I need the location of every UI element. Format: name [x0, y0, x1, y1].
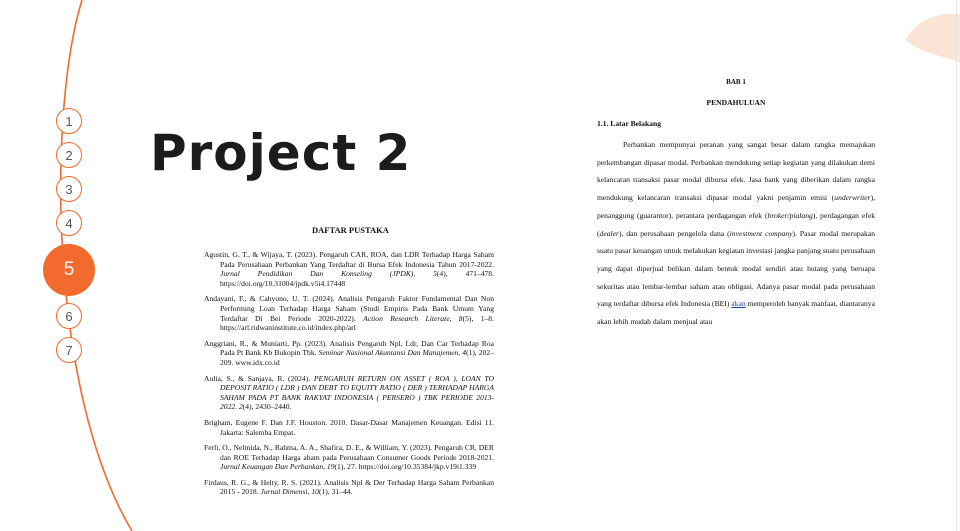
nav-item-1[interactable]: 1 [56, 108, 82, 134]
nav-item-5[interactable]: 5 [43, 244, 95, 296]
reference-entry: Ferli, O., Nelmida, N., Rahma, A. A., Shafira, D. E., & William, Y. (2023). Pengaruh CR, DER dan ROE Terhadap Harga aham pada Perusahaan Consumer Goods Periode 2018-2021. Jurnal Keuangan Dan Perbankan, 19(1), 27. https://doi.org/10.35384/jkp.v19i1.339 [204, 443, 494, 472]
nav-item-2[interactable]: 2 [56, 142, 82, 168]
nav-item-4[interactable]: 4 [56, 210, 82, 236]
reference-entry: Agustin, G. T., & Wijaya, T. (2023). Pengaruh CAR, ROA, dan LDR Terhadap Harga Saham Pada Perusahaan Perbankan Yang Terdaftar di Bursa Efek Indonesia Tahun 2017-2022. Jurnal Pendidikan Dan Konseling (JPDK), 5(4), 471–478. https://doi.org/10.31004/jpdk.v5i4.17448 [204, 250, 494, 288]
inline-link[interactable]: akan [731, 299, 746, 309]
peach-corner-shape [905, 14, 960, 62]
reference-entry: Aulia, S., & Sanjaya, R. (2024). PENGARUH RETURN ON ASSET ( ROA ), LOAN TO DEPOSIT RATIO ( LDR ) DAN DEBT TO EQUITY RATIO ( DER ) TERHADAP HARGA SAHAM PADA PT BANK RAKYAT INDONESIA ( PERSERO ) TBK PERIODE 2013-2022. 2(4), 2430–2440. [204, 373, 494, 412]
bibliography-list [204, 250, 494, 505]
chapter-title: PENDAHULUAN [706, 98, 766, 107]
slide-title: Project 2 [150, 124, 412, 182]
body-paragraph: Perbankan mempunyai peranan yang sangat besar dalam rangka memajukan perkembangan dipasar modal. Perbankan mendukung setiap kegiatan yang dilakukan demi kelancaran transaksi pasar modal dibursa efek. Jasa bank yang diberikan dalam rangka mendukung kelancaran transaksi dipasar modal yakni penjamin emisi (underwriter), penanggung (guarantor), perantara perdagangan efek (broker/pialang), perdagangan efek (dealer), dan perusahaan pengelola dana (investment company). Pasar modal merupakan suatu pasar keuangan untuk melakukan kegiatan investasi jangka panjang suatu perusahaan yang dapat diperjual belikan dalam bentuk modal sendiri atau hutang yang beruapa sekuritas atau lembar-lembar saham atau obligasi. Adanya pasar modal pada perusahaan yang terdaftar dibursa efek Indonesia (BEI) akan memperoleh banyak manfaat, diantaranya akan lebih mudah dalam menjual atau [597, 140, 875, 327]
bibliography-heading: DAFTAR PUSTAKA [312, 225, 389, 235]
nav-item-7[interactable]: 7 [56, 337, 82, 363]
reference-entry: Andayani, F., & Cahyono, U. T. (2024). Analisis Pengaruh Faktor Fundamental Dan Non Performing Loan Terhadap Harga Saham (Studi Empiris Pada Bank Umum Yang Terdaftar Di Bei Periode 2020-2022). Action Research Literate, 8(5), 1–8. https://arl.ridwaninstitute.co.id/index.php/arl [204, 294, 494, 333]
reference-entry: Brigham, Eugene F. Dan J.F. Houston. 2010. Dasar-Dasar Manajemen Keuangan. Edisi 11. Jakarta: Salemba Empat. [204, 417, 494, 437]
reference-entry: Anggriani, R., & Muniarti, Pp. (2023). Analisis Pengaruh Npl, Ldr, Dan Car Terhadap Roa Pada Pt Bank Kb Bukopin Tbk. Seminar Nasional Akuntansi Dan Manajemen, 4(1), 202–209. www.idx.co.id [204, 338, 494, 367]
page-edge-divider [956, 0, 957, 531]
reference-entry: Firdaus, R. G., & Helty, R. S. (2021). Analisis Npl & Der Terhadap Harga Saham Perbankan 2015 - 2018. Jurnal Dimensi, 10(1), 31–44. [204, 477, 494, 497]
nav-item-3[interactable]: 3 [56, 176, 82, 202]
section-heading: 1.1. Latar Belakang [597, 119, 661, 128]
chapter-label: BAB 1 [726, 78, 746, 86]
document-page [597, 70, 875, 416]
nav-item-6[interactable]: 6 [56, 303, 82, 329]
